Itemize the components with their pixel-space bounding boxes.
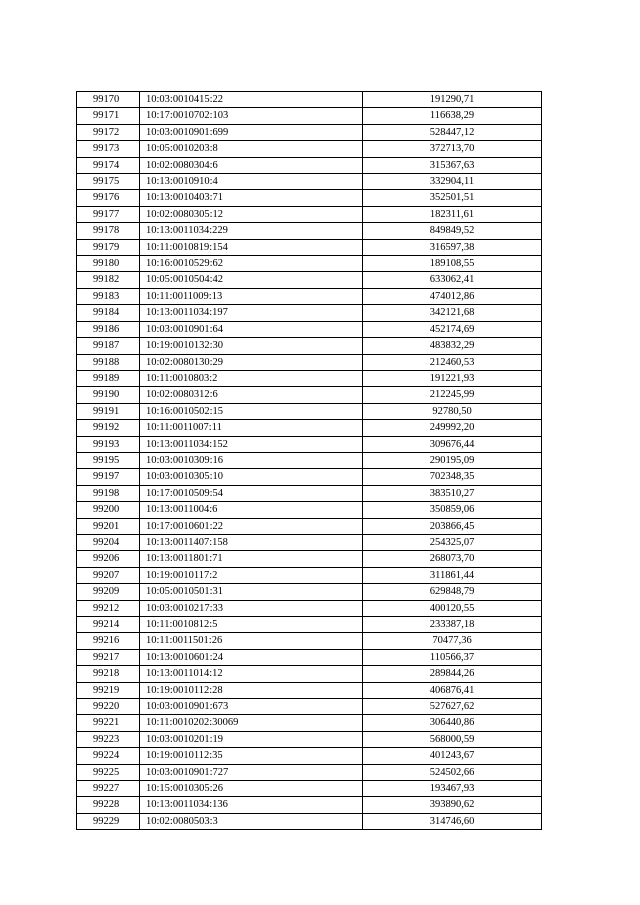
row-number-cell: 99221 [77, 715, 140, 731]
table-row [77, 584, 542, 600]
cadastral-number-cell: 10:13:0010910:4 [140, 174, 363, 190]
value-cell: 182311,61 [363, 206, 542, 222]
row-number-cell: 99200 [77, 502, 140, 518]
cadastral-number-cell: 10:16:0010529:62 [140, 256, 363, 272]
table-row [77, 813, 542, 829]
row-number-cell: 99175 [77, 174, 140, 190]
cadastral-number-cell: 10:03:0010217:33 [140, 600, 363, 616]
cadastral-number-cell: 10:02:0080503:3 [140, 813, 363, 829]
row-number-cell: 99198 [77, 485, 140, 501]
table-row [77, 370, 542, 386]
row-number-cell: 99225 [77, 764, 140, 780]
data-table [76, 91, 542, 830]
cadastral-number-cell: 10:05:0010504:42 [140, 272, 363, 288]
cadastral-number-cell: 10:03:0010901:673 [140, 699, 363, 715]
table-row [77, 633, 542, 649]
value-cell: 193467,93 [363, 781, 542, 797]
value-cell: 383510,27 [363, 485, 542, 501]
value-cell: 406876,41 [363, 682, 542, 698]
cadastral-number-cell: 10:03:0010201:19 [140, 731, 363, 747]
value-cell: 474012,86 [363, 288, 542, 304]
value-cell: 401243,67 [363, 748, 542, 764]
cadastral-number-cell: 10:19:0010117:2 [140, 567, 363, 583]
cadastral-number-cell: 10:05:0010203:8 [140, 141, 363, 157]
row-number-cell: 99219 [77, 682, 140, 698]
cadastral-number-cell: 10:03:0010415:22 [140, 92, 363, 108]
table-row [77, 699, 542, 715]
cadastral-number-cell: 10:13:0011004:6 [140, 502, 363, 518]
value-cell: 116638,29 [363, 108, 542, 124]
cadastral-number-cell: 10:03:0010309:16 [140, 452, 363, 468]
table-row [77, 551, 542, 567]
table-row [77, 403, 542, 419]
value-cell: 189108,55 [363, 256, 542, 272]
table-row [77, 600, 542, 616]
value-cell: 70477,36 [363, 633, 542, 649]
value-cell: 316597,38 [363, 239, 542, 255]
table-row [77, 797, 542, 813]
table-row [77, 781, 542, 797]
row-number-cell: 99178 [77, 223, 140, 239]
table-row [77, 108, 542, 124]
value-cell: 92780,50 [363, 403, 542, 419]
value-cell: 110566,37 [363, 649, 542, 665]
value-cell: 452174,69 [363, 321, 542, 337]
table-row [77, 206, 542, 222]
table-row [77, 469, 542, 485]
value-cell: 254325,07 [363, 534, 542, 550]
cadastral-number-cell: 10:13:0011014:12 [140, 666, 363, 682]
cadastral-number-cell: 10:05:0010501:31 [140, 584, 363, 600]
row-number-cell: 99212 [77, 600, 140, 616]
value-cell: 372713,70 [363, 141, 542, 157]
row-number-cell: 99184 [77, 305, 140, 321]
row-number-cell: 99192 [77, 420, 140, 436]
cadastral-number-cell: 10:11:0010819:154 [140, 239, 363, 255]
row-number-cell: 99218 [77, 666, 140, 682]
row-number-cell: 99188 [77, 354, 140, 370]
table-row [77, 338, 542, 354]
row-number-cell: 99209 [77, 584, 140, 600]
table-row [77, 387, 542, 403]
value-cell: 249992,20 [363, 420, 542, 436]
cadastral-number-cell: 10:03:0010901:727 [140, 764, 363, 780]
row-number-cell: 99206 [77, 551, 140, 567]
row-number-cell: 99223 [77, 731, 140, 747]
value-cell: 212245,99 [363, 387, 542, 403]
cadastral-number-cell: 10:11:0011007:11 [140, 420, 363, 436]
table-row [77, 534, 542, 550]
value-cell: 528447,12 [363, 124, 542, 140]
value-cell: 702348,35 [363, 469, 542, 485]
value-cell: 203866,45 [363, 518, 542, 534]
value-cell: 350859,06 [363, 502, 542, 518]
table-row [77, 715, 542, 731]
table-row [77, 485, 542, 501]
row-number-cell: 99183 [77, 288, 140, 304]
value-cell: 352501,51 [363, 190, 542, 206]
table-row [77, 256, 542, 272]
cadastral-number-cell: 10:17:0010702:103 [140, 108, 363, 124]
table-row [77, 436, 542, 452]
cadastral-number-cell: 10:13:0010601:24 [140, 649, 363, 665]
cadastral-number-cell: 10:13:0011034:136 [140, 797, 363, 813]
row-number-cell: 99228 [77, 797, 140, 813]
table-row [77, 420, 542, 436]
table-row [77, 92, 542, 108]
cadastral-number-cell: 10:13:0011407:158 [140, 534, 363, 550]
cadastral-number-cell: 10:11:0010202:30069 [140, 715, 363, 731]
table-body [77, 92, 542, 830]
row-number-cell: 99220 [77, 699, 140, 715]
cadastral-number-cell: 10:13:0011034:197 [140, 305, 363, 321]
cadastral-number-cell: 10:11:0011501:26 [140, 633, 363, 649]
row-number-cell: 99207 [77, 567, 140, 583]
value-cell: 524502,66 [363, 764, 542, 780]
cadastral-number-cell: 10:13:0011801:71 [140, 551, 363, 567]
table-row [77, 190, 542, 206]
table-row [77, 354, 542, 370]
row-number-cell: 99217 [77, 649, 140, 665]
row-number-cell: 99176 [77, 190, 140, 206]
row-number-cell: 99197 [77, 469, 140, 485]
cadastral-number-cell: 10:02:0080312:6 [140, 387, 363, 403]
table-row [77, 239, 542, 255]
row-number-cell: 99229 [77, 813, 140, 829]
cadastral-number-cell: 10:11:0011009:13 [140, 288, 363, 304]
row-number-cell: 99190 [77, 387, 140, 403]
table-row [77, 141, 542, 157]
row-number-cell: 99227 [77, 781, 140, 797]
cadastral-number-cell: 10:19:0010112:28 [140, 682, 363, 698]
row-number-cell: 99174 [77, 157, 140, 173]
value-cell: 315367,63 [363, 157, 542, 173]
value-cell: 309676,44 [363, 436, 542, 452]
value-cell: 332904,11 [363, 174, 542, 190]
cadastral-number-cell: 10:13:0011034:152 [140, 436, 363, 452]
value-cell: 311861,44 [363, 567, 542, 583]
cadastral-number-cell: 10:13:0010403:71 [140, 190, 363, 206]
row-number-cell: 99216 [77, 633, 140, 649]
table-row [77, 649, 542, 665]
value-cell: 233387,18 [363, 617, 542, 633]
value-cell: 568000,59 [363, 731, 542, 747]
row-number-cell: 99170 [77, 92, 140, 108]
table-row [77, 682, 542, 698]
table-row [77, 518, 542, 534]
row-number-cell: 99204 [77, 534, 140, 550]
row-number-cell: 99195 [77, 452, 140, 468]
cadastral-number-cell: 10:19:0010112:35 [140, 748, 363, 764]
value-cell: 191290,71 [363, 92, 542, 108]
cadastral-number-cell: 10:03:0010901:64 [140, 321, 363, 337]
cadastral-number-cell: 10:19:0010132:30 [140, 338, 363, 354]
value-cell: 633062,41 [363, 272, 542, 288]
value-cell: 400120,55 [363, 600, 542, 616]
row-number-cell: 99224 [77, 748, 140, 764]
table-row [77, 124, 542, 140]
cadastral-number-cell: 10:02:0080304:6 [140, 157, 363, 173]
row-number-cell: 99193 [77, 436, 140, 452]
row-number-cell: 99172 [77, 124, 140, 140]
value-cell: 629848,79 [363, 584, 542, 600]
cadastral-number-cell: 10:17:0010601:22 [140, 518, 363, 534]
value-cell: 212460,53 [363, 354, 542, 370]
table-row [77, 617, 542, 633]
table-row [77, 748, 542, 764]
table-row [77, 764, 542, 780]
cadastral-number-cell: 10:15:0010305:26 [140, 781, 363, 797]
value-cell: 527627,62 [363, 699, 542, 715]
value-cell: 483832,29 [363, 338, 542, 354]
row-number-cell: 99171 [77, 108, 140, 124]
row-number-cell: 99214 [77, 617, 140, 633]
row-number-cell: 99186 [77, 321, 140, 337]
table-row [77, 567, 542, 583]
value-cell: 191221,93 [363, 370, 542, 386]
cadastral-number-cell: 10:17:0010509:54 [140, 485, 363, 501]
table-row [77, 321, 542, 337]
table-row [77, 305, 542, 321]
value-cell: 289844,26 [363, 666, 542, 682]
value-cell: 393890,62 [363, 797, 542, 813]
row-number-cell: 99180 [77, 256, 140, 272]
cadastral-number-cell: 10:03:0010901:699 [140, 124, 363, 140]
table-row [77, 502, 542, 518]
value-cell: 342121,68 [363, 305, 542, 321]
row-number-cell: 99177 [77, 206, 140, 222]
cadastral-number-cell: 10:11:0010812:5 [140, 617, 363, 633]
cadastral-number-cell: 10:02:0080305:12 [140, 206, 363, 222]
table-row [77, 272, 542, 288]
cadastral-number-cell: 10:13:0011034:229 [140, 223, 363, 239]
row-number-cell: 99201 [77, 518, 140, 534]
table-row [77, 731, 542, 747]
value-cell: 314746,60 [363, 813, 542, 829]
row-number-cell: 99191 [77, 403, 140, 419]
row-number-cell: 99187 [77, 338, 140, 354]
table-row [77, 288, 542, 304]
table-row [77, 174, 542, 190]
cadastral-number-cell: 10:03:0010305:10 [140, 469, 363, 485]
cadastral-number-cell: 10:11:0010803:2 [140, 370, 363, 386]
table-row [77, 157, 542, 173]
row-number-cell: 99182 [77, 272, 140, 288]
table-row [77, 452, 542, 468]
value-cell: 290195,09 [363, 452, 542, 468]
row-number-cell: 99189 [77, 370, 140, 386]
row-number-cell: 99179 [77, 239, 140, 255]
row-number-cell: 99173 [77, 141, 140, 157]
table-row [77, 223, 542, 239]
value-cell: 306440,86 [363, 715, 542, 731]
cadastral-number-cell: 10:16:0010502:15 [140, 403, 363, 419]
value-cell: 268073,70 [363, 551, 542, 567]
table-row [77, 666, 542, 682]
cadastral-number-cell: 10:02:0080130:29 [140, 354, 363, 370]
value-cell: 849849,52 [363, 223, 542, 239]
